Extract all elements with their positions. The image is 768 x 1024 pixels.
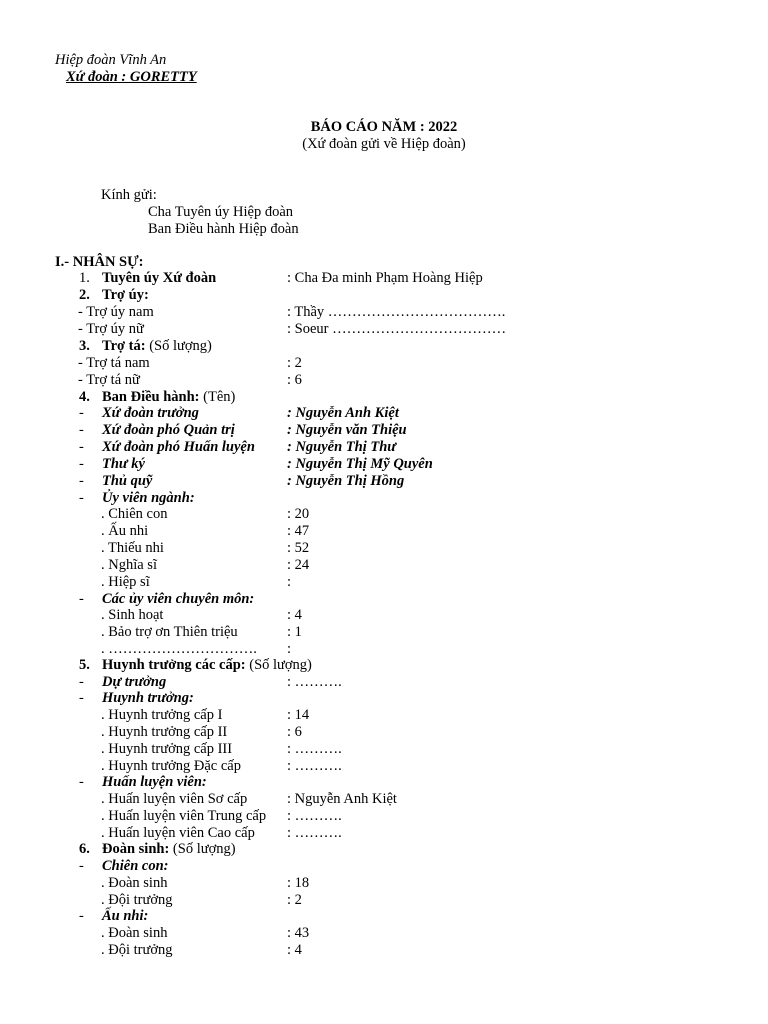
row-value: : 2 [287,892,302,908]
officer-role: Xứ đoàn phó Quản trị [102,422,235,438]
count-row [0,825,768,842]
count-row [0,875,768,892]
dash: - [79,674,84,690]
uy-vien-nganh-heading [0,490,768,507]
row-value: : ………. [287,741,342,757]
dash: - [79,908,84,924]
count-row [0,641,768,658]
row-value: : 4 [287,942,302,958]
dash: - [79,422,84,438]
officer-role: Xứ đoàn trưởng [102,405,199,421]
row-value: : ………. [287,825,342,841]
recipient-1: Cha Tuyên úy Hiệp đoàn [148,204,293,220]
row-value: : 6 [287,724,302,740]
count-row [0,540,768,557]
greeting: Kính gửi: [101,187,157,203]
item-label: Trợ tá: [102,338,146,354]
row-label: - Trợ úy nam [78,304,154,320]
row-label: . Huynh trưởng Đặc cấp [101,758,241,774]
subheading: Ủy viên ngành: [102,490,195,506]
row-label: . Sinh hoạt [101,607,164,623]
row-label: . Huấn luyện viên Cao cấp [101,825,255,841]
subheading: Huấn luyện viên: [102,774,207,790]
row-value: : 6 [287,372,302,388]
item-doan-sinh [0,841,768,858]
row-label: . Huấn luyện viên Sơ cấp [101,791,248,807]
item-number: 5. [79,657,90,673]
count-row [0,942,768,959]
officer-role: Thư ký [102,456,145,472]
item-ban-dieu-hanh [0,389,768,406]
count-row [0,808,768,825]
dash: - [79,774,84,790]
row-value: : Nguyễn Anh Kiệt [287,791,397,807]
subheading: Các ủy viên chuyên môn: [102,591,255,607]
count-row [0,557,768,574]
row-value: : ………. [287,674,342,690]
du-truong-row [0,674,768,691]
row-label: - Trợ tá nam [78,355,150,371]
row-value: : 4 [287,607,302,623]
tro-ta-nam-row [0,355,768,372]
row-label: . Chiên con [101,506,168,522]
row-value: : Thầy ………………………………. [287,304,506,320]
dash: - [79,456,84,472]
officer-name: : Nguyễn Anh Kiệt [287,405,399,421]
item-label: Huynh trưởng các cấp: [102,657,246,673]
row-label: - Trợ tá nữ [78,372,140,388]
officer-role: Xứ đoàn phó Huấn luyện [102,439,255,455]
section-heading: I.- NHÂN SỰ: [55,254,144,270]
row-value: : 2 [287,355,302,371]
count-row [0,741,768,758]
row-label: . Đoàn sinh [101,875,168,891]
row-value: : 20 [287,506,310,522]
row-value: : ………. [287,808,342,824]
report-title: BÁO CÁO NĂM : 2022 [310,119,458,135]
count-row [0,506,768,523]
officer-row [0,473,768,490]
officer-name: : Nguyễn văn Thiệu [287,422,407,438]
count-row [0,791,768,808]
item-tro-ta [0,338,768,355]
org-name: Hiệp đoàn Vĩnh An [55,52,167,68]
row-value: : ………. [287,758,342,774]
count-row [0,925,768,942]
tro-uy-nu-row [0,321,768,338]
au-nhi-heading [0,908,768,925]
subheading: Dự trưởng [102,674,167,690]
row-label: . Bảo trợ ơn Thiên triệu [101,624,238,640]
tro-uy-nam-row [0,304,768,321]
officer-row [0,405,768,422]
count-row [0,624,768,641]
chien-con-heading [0,858,768,875]
item-number: 6. [79,841,90,857]
subheading: Chiên con: [102,858,169,874]
dash: - [79,490,84,506]
item-huynh-truong-cac-cap [0,657,768,674]
row-value: : 14 [287,707,310,723]
dash: - [79,858,84,874]
row-label: . Huynh trưởng cấp II [101,724,228,740]
huan-luyen-vien-heading [0,774,768,791]
tro-ta-nu-row [0,372,768,389]
unit-name: Xứ đoàn : GORETTY [66,69,197,85]
item-note: (Số lượng) [169,841,236,857]
row-value: : Soeur ……………………………… [287,321,507,337]
dash: - [79,405,84,421]
item-note: (Số lượng) [245,657,312,673]
item-number: 2. [79,287,90,303]
item-tro-uy [0,287,768,304]
dash: - [79,690,84,706]
row-value: : [287,574,292,590]
officer-name: : Nguyễn Thị Thư [287,439,396,455]
row-label: . Đội trưởng [101,892,173,908]
item-tuyen-uy [0,270,768,287]
row-label: . Ấu nhi [101,523,149,539]
row-label: . …………………………. [101,641,257,657]
row-label: . Thiếu nhi [101,540,164,556]
row-label: . Đội trưởng [101,942,173,958]
count-row [0,724,768,741]
huynh-truong-heading [0,690,768,707]
count-row [0,758,768,775]
count-row [0,892,768,909]
dash: - [79,473,84,489]
item-note: (Tên) [199,389,236,405]
item-label: Tuyên úy Xứ đoàn [102,270,217,286]
item-number: 4. [79,389,90,405]
count-row [0,523,768,540]
item-label: Đoàn sinh: [102,841,170,857]
row-label: - Trợ úy nữ [78,321,144,337]
dash: - [79,591,84,607]
row-label: . Hiệp sĩ [101,574,150,590]
item-number: 3. [79,338,90,354]
row-value: : 52 [287,540,310,556]
row-label: . Nghĩa sĩ [101,557,157,573]
count-row [0,707,768,724]
chuyen-mon-heading [0,591,768,608]
row-value: : 47 [287,523,310,539]
row-value: : 1 [287,624,302,640]
item-value: : Cha Đa minh Phạm Hoàng Hiệp [287,270,483,286]
subheading: Ấu nhi: [102,908,149,924]
officer-row [0,456,768,473]
row-value: : 24 [287,557,310,573]
row-label: . Huấn luyện viên Trung cấp [101,808,267,824]
row-value: : 18 [287,875,310,891]
subheading: Huynh trưởng: [102,690,194,706]
item-label: Ban Điều hành: [102,389,200,405]
item-note: (Số lượng) [145,338,212,354]
officer-name: : Nguyễn Thị Hồng [287,473,405,489]
row-label: . Đoàn sinh [101,925,168,941]
dash: - [79,439,84,455]
report-subtitle: (Xứ đoàn gửi về Hiệp đoàn) [302,136,466,152]
row-value: : 43 [287,925,310,941]
officer-row [0,439,768,456]
officer-row [0,422,768,439]
item-label: Trợ úy: [102,287,149,303]
officer-name: : Nguyễn Thị Mỹ Quyên [287,456,433,472]
recipient-2: Ban Điều hành Hiệp đoàn [148,221,299,237]
row-label: . Huynh trưởng cấp III [101,741,233,757]
count-row [0,574,768,591]
row-value: : [287,641,292,657]
row-label: . Huynh trưởng cấp I [101,707,223,723]
officer-role: Thủ quỹ [102,473,153,489]
item-number: 1. [79,270,90,286]
count-row [0,607,768,624]
